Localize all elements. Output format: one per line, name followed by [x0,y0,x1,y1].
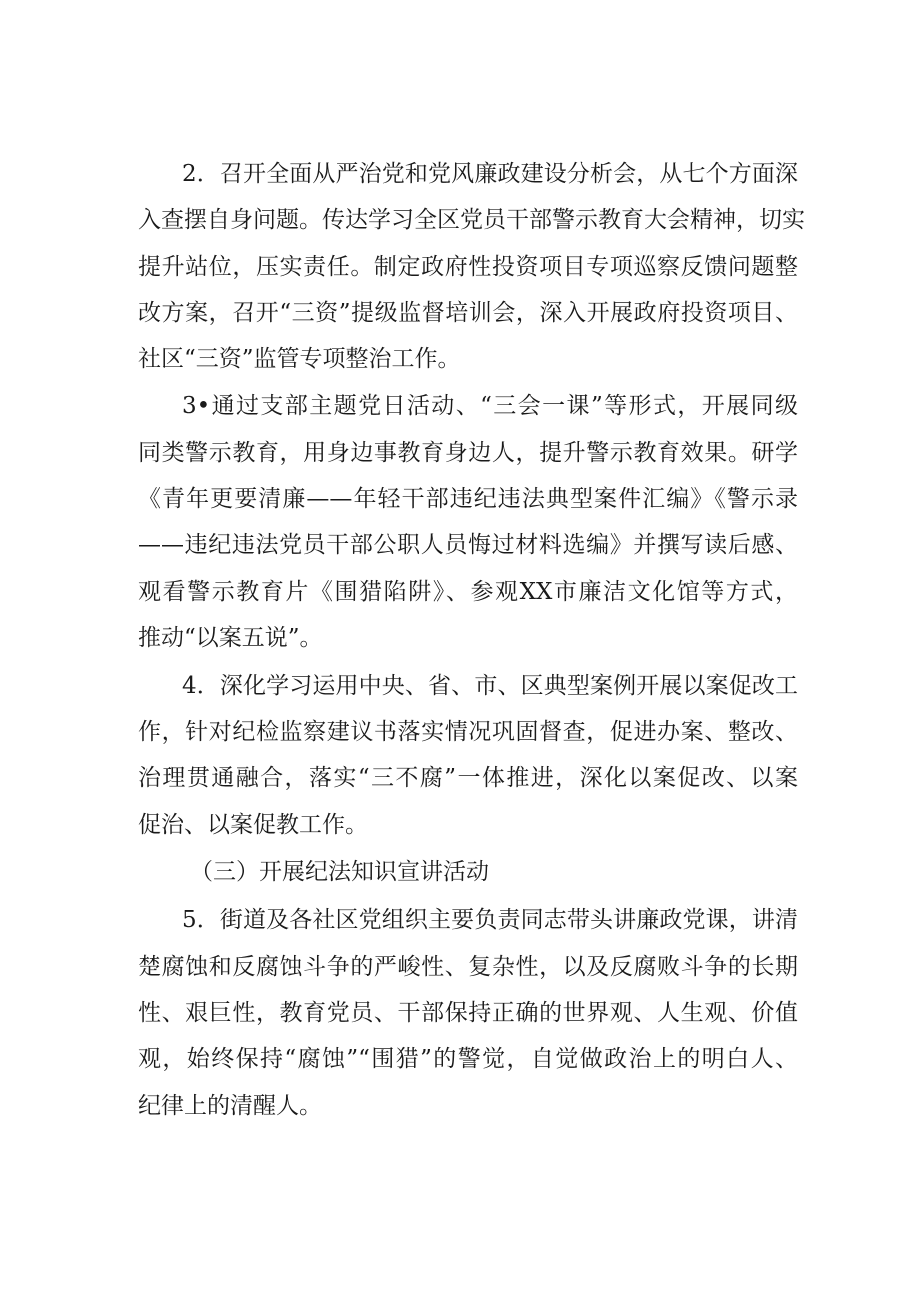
paragraph-line: 提升站位，压实责任。制定政府性投资项目专项巡察反馈问题整 [138,254,798,280]
paragraph-line: 5．街道及各社区党组织主要负责同志带头讲廉政党课，讲清 [182,907,798,933]
paragraph-line: 治理贯通融合，落实“三不腐”一体推进，深化以案促改、以案 [138,765,798,791]
paragraph-line: 作，针对纪检监察建议书落实情况巩固督查，促进办案、整改、 [138,719,798,745]
paragraph-line: 4．深化学习运用中央、省、市、区典型案例开展以案促改工 [182,673,798,699]
paragraph-line: 2．召开全面从严治党和党风廉政建设分析会，从七个方面深 [182,161,798,187]
paragraph-line: 社区“三资”监管专项整治工作。 [138,346,461,372]
paragraph-line: 楚腐蚀和反腐蚀斗争的严峻性、复杂性，以及反腐败斗争的长期 [138,954,798,980]
paragraph-line: 促治、以案促教工作。 [138,812,368,838]
section-heading: （三）开展纪法知识宣讲活动 [190,859,489,885]
paragraph-line: 纪律上的清醒人。 [138,1093,322,1119]
paragraph-line: 性、艰巨性，教育党员、干部保持正确的世界观、人生观、价值 [138,1000,798,1026]
paragraph-line: 同类警示教育，用身边事教育身边人，提升警示教育效果。研学 [138,440,798,466]
paragraph-line: 观看警示教育片《围猎陷阱》、参观XX市廉洁文化馆等方式， [138,579,798,605]
paragraph-line: 《青年更要清廉——年轻干部违纪违法典型案件汇编》《警示录 [138,486,798,512]
paragraph-line: 3•通过支部主题党日活动、“三会一课”等形式，开展同级 [182,393,798,419]
paragraph-line: ——违纪违法党员干部公职人员悔过材料选编》并撰写读后感、 [138,532,798,558]
paragraph-line: 改方案，召开“三资”提级监督培训会，深入开展政府投资项目、 [138,300,798,326]
paragraph-line: 入查摆自身问题。传达学习全区党员干部警示教育大会精神，切实 [138,207,805,233]
paragraph-line: 观，始终保持“腐蚀”“围猎”的警觉，自觉做政治上的明白人、 [138,1046,798,1072]
paragraph-line: 推动“以案五说”。 [138,625,323,651]
